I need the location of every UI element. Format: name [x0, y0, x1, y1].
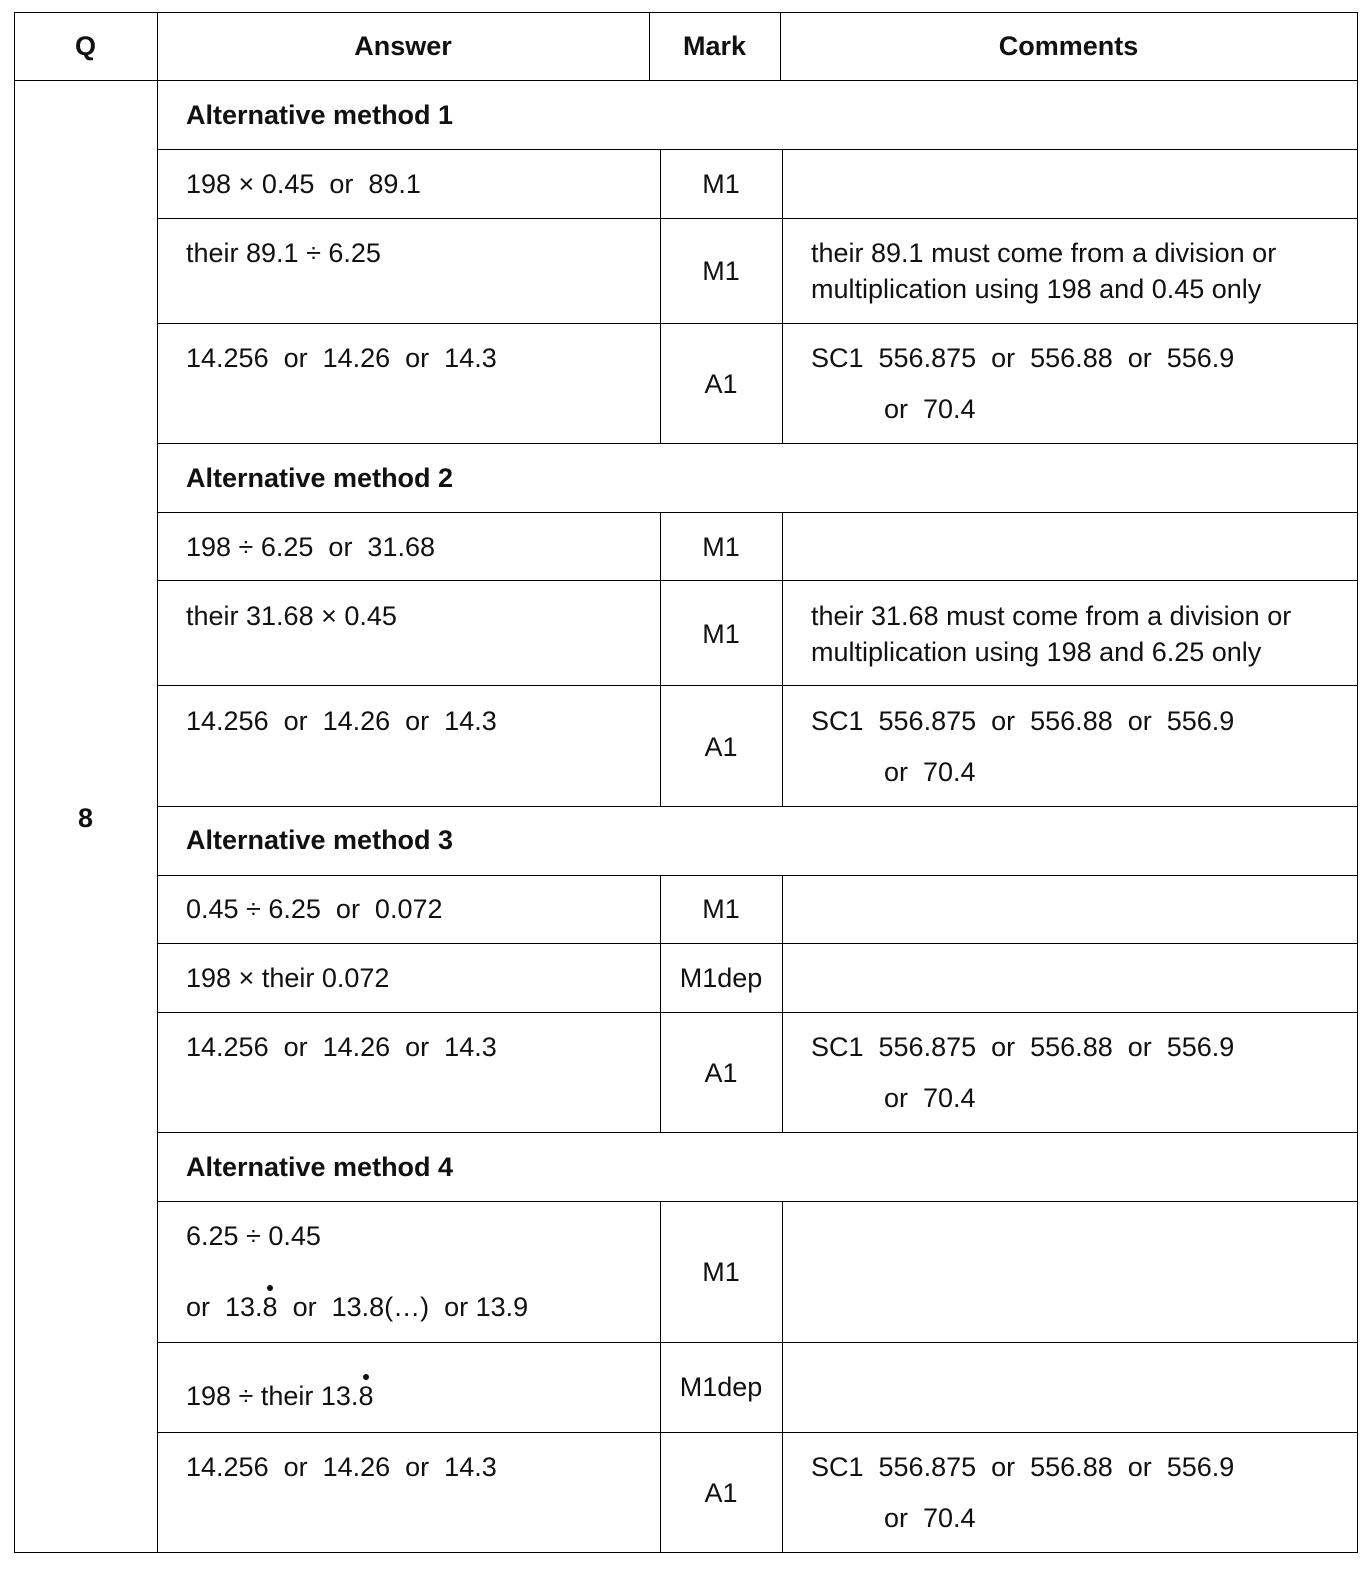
header-mark: Mark	[682, 31, 747, 61]
answer-cell: 14.256 or 14.26 or 14.3	[186, 1032, 497, 1062]
comment-cell: or 70.4	[884, 394, 976, 424]
comment-cell: or 70.4	[884, 1083, 976, 1113]
table-border-left	[14, 12, 15, 1553]
answer-cell	[186, 1291, 528, 1323]
answer-cell: their 89.1 ÷ 6.25	[186, 238, 381, 268]
table-border-right	[1357, 12, 1358, 1553]
answer-cell: their 31.68 × 0.45	[186, 601, 397, 631]
method-title: Alternative method 3	[186, 825, 454, 855]
answer-cell: 14.256 or 14.26 or 14.3	[186, 1452, 497, 1482]
comment-cell: SC1 556.875 or 556.88 or 556.9	[811, 706, 1235, 736]
row-divider	[157, 443, 1357, 444]
row-divider	[157, 1201, 1357, 1202]
row-divider	[157, 512, 1357, 513]
recurring-digit: 8	[358, 1381, 374, 1411]
comments-column-divider	[782, 149, 783, 444]
comment-cell: their 31.68 must come from a division or	[811, 601, 1292, 631]
row-divider	[157, 218, 1357, 219]
mark-cell: M1	[702, 619, 740, 649]
method-title: Alternative method 1	[186, 100, 454, 130]
table-border-top	[14, 12, 1357, 13]
answer-text: or 13.	[186, 1292, 263, 1322]
header-divider	[14, 80, 1357, 81]
recurring-digit: 8	[262, 1292, 278, 1322]
comment-cell: SC1 556.875 or 556.88 or 556.9	[811, 1032, 1235, 1062]
row-divider	[157, 1342, 1357, 1343]
answer-text: 198 ÷ their 13.	[186, 1381, 359, 1411]
answer-text: or 13.8(…) or 13.9	[277, 1292, 529, 1322]
row-divider	[157, 580, 1357, 581]
answer-cell	[186, 1380, 373, 1412]
header-comments: Comments	[998, 31, 1139, 61]
mark-cell: M1	[702, 256, 740, 286]
mark-cell: M1	[702, 532, 740, 562]
header-q: Q	[74, 31, 96, 61]
comment-cell: multiplication using 198 and 0.45 only	[811, 274, 1262, 304]
answer-cell: 198 × 0.45 or 89.1	[186, 169, 421, 199]
answer-cell: 6.25 ÷ 0.45	[186, 1221, 321, 1251]
comments-column-divider	[782, 875, 783, 1133]
mark-cell: M1	[702, 1257, 740, 1287]
comment-cell: SC1 556.875 or 556.88 or 556.9	[811, 343, 1235, 373]
row-divider	[157, 1012, 1357, 1013]
row-divider	[157, 875, 1357, 876]
table-border-bottom	[14, 1552, 1357, 1553]
header-answer: Answer	[354, 31, 452, 61]
comment-cell: multiplication using 198 and 6.25 only	[811, 637, 1262, 667]
row-divider	[157, 685, 1357, 686]
comments-column-divider	[782, 1201, 783, 1553]
comments-column-divider	[782, 512, 783, 807]
row-divider	[157, 943, 1357, 944]
mark-cell: A1	[704, 1058, 738, 1088]
comment-cell: their 89.1 must come from a division or	[811, 238, 1277, 268]
answer-cell: 198 × their 0.072	[186, 963, 390, 993]
row-divider	[157, 1432, 1357, 1433]
answer-cell: 14.256 or 14.26 or 14.3	[186, 706, 497, 736]
answer-cell: 198 ÷ 6.25 or 31.68	[186, 532, 435, 562]
row-divider	[157, 323, 1357, 324]
mark-cell: M1	[702, 169, 740, 199]
q-column-divider	[157, 12, 158, 1553]
mark-cell: M1dep	[679, 1372, 763, 1402]
mark-cell: A1	[704, 369, 738, 399]
question-number: 8	[77, 803, 94, 833]
answer-cell: 0.45 ÷ 6.25 or 0.072	[186, 894, 443, 924]
row-divider	[157, 149, 1357, 150]
mark-cell: M1dep	[679, 963, 763, 993]
comment-cell: SC1 556.875 or 556.88 or 556.9	[811, 1452, 1235, 1482]
comment-cell: or 70.4	[884, 757, 976, 787]
method-title: Alternative method 2	[186, 463, 454, 493]
mark-cell: M1	[702, 894, 740, 924]
row-divider	[157, 806, 1357, 807]
method-title: Alternative method 4	[186, 1152, 454, 1182]
answer-cell: 14.256 or 14.26 or 14.3	[186, 343, 497, 373]
comment-cell: or 70.4	[884, 1503, 976, 1533]
mark-cell: A1	[704, 1478, 738, 1508]
row-divider	[157, 1132, 1357, 1133]
mark-cell: A1	[704, 732, 738, 762]
